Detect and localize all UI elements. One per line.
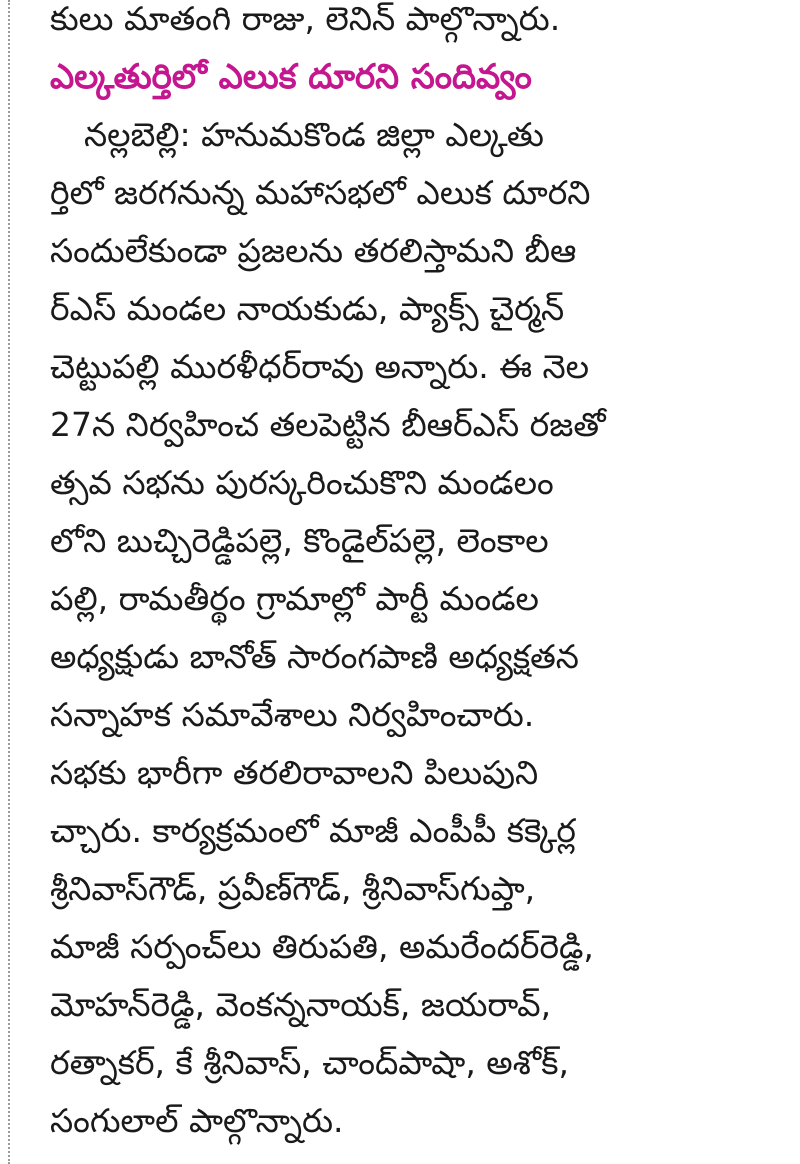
article-line: పల్లి, రామతీర్థం గ్రామాల్లో పార్టీ మండల — [50, 579, 539, 618]
article-line: మోహన్‌రెడ్డి, వెంకన్ననాయక్, జయరావ్, — [50, 985, 552, 1024]
article-line: 27న నిర్వహించ తలపెట్టిన బీఆర్ఎస్ రజతో — [50, 405, 606, 444]
article-line: రత్నాకర్, కే శ్రీనివాస్, చాంద్‌పాషా, అశోక్, — [50, 1043, 569, 1082]
article-headline: ఎల్కతుర్తిలో ఎలుక దూరని సందివ్వం — [50, 57, 532, 97]
article-line: ర్తిలో జరగనున్న మహాసభలో ఎలుక దూరని — [50, 173, 591, 212]
article-line: సంగులాల్ పాల్గొన్నారు. — [50, 1101, 344, 1140]
article-line: చెట్టుపల్లి మురళీధర్‌రావు అన్నారు. ఈ నెల — [50, 347, 590, 386]
article-line: శ్రీనివాస్‌గౌడ్, ప్రవీణ్‌గౌడ్, శ్రీనివాస్‌గుప్తా, — [50, 869, 536, 908]
article-line: అధ్యక్షుడు బానోత్ సారంగపాణి అధ్యక్షతన — [50, 637, 579, 676]
article-line: సందులేకుండా ప్రజలను తరలిస్తామని బీఆ — [50, 231, 577, 270]
article-line: మాజీ సర్పంచ్‌లు తిరుపతి, అమరేందర్‌రెడ్డి, — [50, 927, 594, 966]
article-line: చ్చారు. కార్యక్రమంలో మాజీ ఎంపీపీ కక్కెర్ల — [50, 811, 576, 850]
article-line: లోని బుచ్చిరెడ్డిపల్లె, కొండైల్‌పల్లె, లెంకాల — [50, 521, 549, 560]
article-line: త్సవ సభను పురస్కరించుకొని మండలం — [50, 463, 554, 502]
column-divider — [8, 0, 10, 1164]
article-line: సన్నాహక సమావేశాలు నిర్వహించారు. — [50, 695, 535, 734]
previous-article-tail: కులు మాతంగి రాజు, లెనిన్ పాల్గొన్నారు. — [50, 0, 561, 38]
article-line: నల్లబెల్లి: హనుమకొండ జిల్లా ఎల్కతు — [84, 115, 544, 154]
article-line: ర్ఎస్ మండల నాయకుడు, ప్యాక్స్ చైర్మన్ — [50, 289, 565, 328]
article-line: సభకు భారీగా తరలిరావాలని పిలుపుని — [50, 753, 539, 792]
